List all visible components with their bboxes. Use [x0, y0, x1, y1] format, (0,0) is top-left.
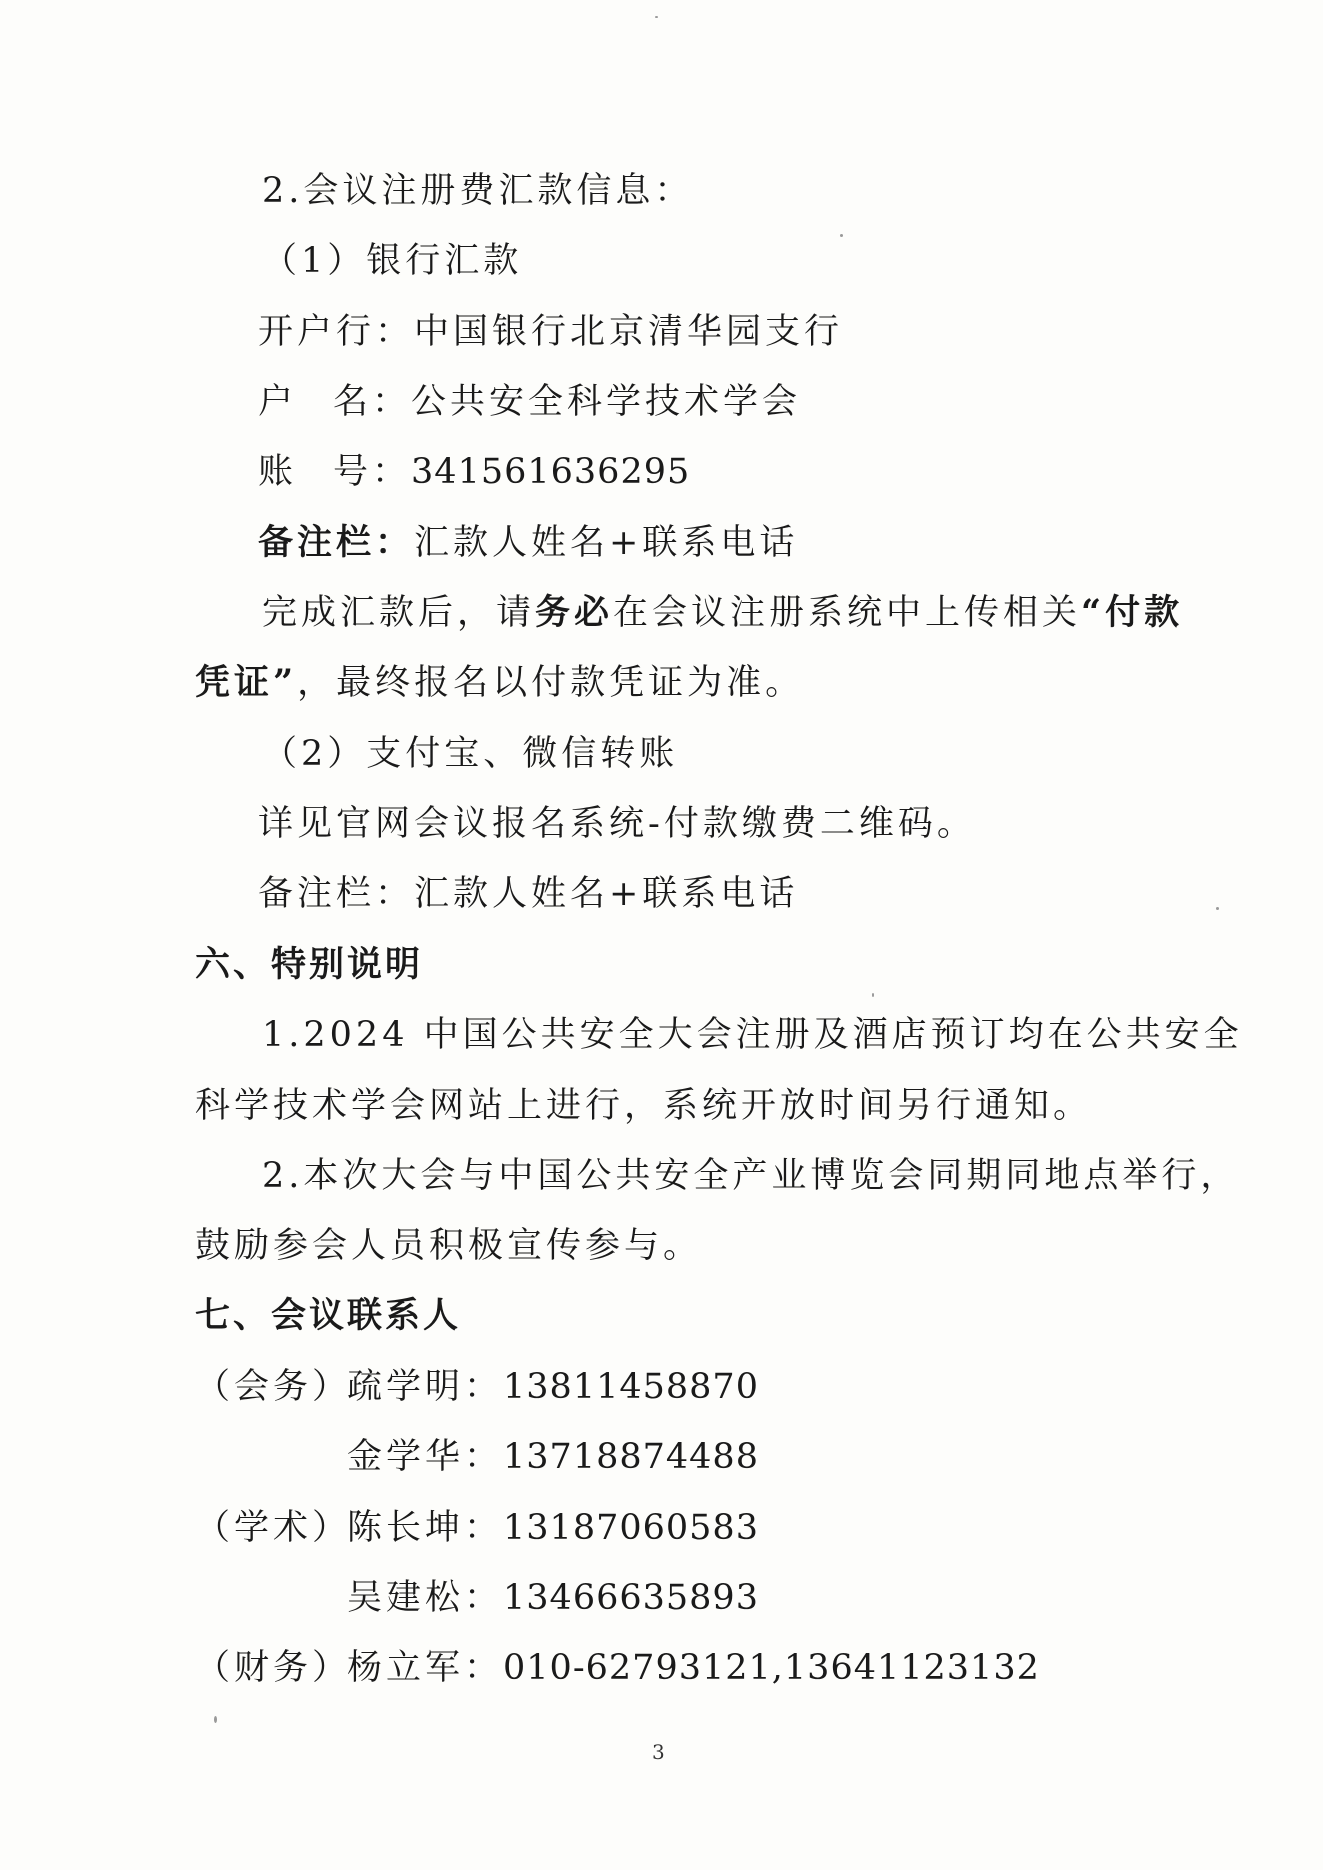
payment-heading: 2.会议注册费汇款信息：	[262, 171, 694, 211]
scan-speck	[840, 234, 843, 237]
account-name-row	[258, 379, 801, 425]
bank-row	[258, 309, 843, 355]
account-name-label-2: 名：	[333, 382, 412, 422]
bank-transfer-title: （1）银行汇款	[262, 241, 523, 281]
contact-phone: 13187060583	[503, 1508, 759, 1548]
contact-phone: 13811458870	[503, 1367, 759, 1407]
notice-emphasis-2: “付款	[1081, 592, 1184, 633]
notice-emphasis-3: 凭证”	[195, 662, 298, 703]
contact-name: 疏学明：	[347, 1367, 504, 1407]
remark-row	[258, 520, 798, 566]
account-no-row	[258, 449, 690, 495]
section6-p1-line2: 科学技术学会网站上进行，系统开放时间另行通知。	[195, 1086, 1093, 1126]
contact-phone: 010-62793121,13641123132	[503, 1648, 1040, 1688]
contact-row	[195, 1575, 759, 1621]
notice-text-1: 完成汇款后，请	[262, 593, 536, 633]
alipay-remark: 备注栏：汇款人姓名+联系电话	[258, 874, 799, 914]
remark-value: 汇款人姓名+联系电话	[414, 523, 799, 563]
account-name-value: 公共安全科学技术学会	[411, 382, 802, 422]
section6-p2-line2: 鼓励参会人员积极宣传参与。	[195, 1226, 703, 1266]
contact-group: （财务）	[195, 1648, 352, 1688]
remark-label: 备注栏：	[258, 522, 415, 563]
contact-row	[195, 1505, 759, 1551]
scan-speck	[872, 993, 874, 997]
section7-title: 七、会议联系人	[195, 1296, 462, 1336]
scan-speck	[655, 16, 658, 18]
account-name-label-1: 户	[258, 382, 298, 422]
contact-phone: 13718874488	[503, 1437, 759, 1477]
contact-name: 金学华：	[347, 1437, 504, 1477]
page-number: 3	[652, 1740, 665, 1764]
alipay-detail: 详见官网会议报名系统-付款缴费二维码。	[258, 804, 976, 844]
notice-text-3: ，最终报名以付款凭证为准。	[297, 663, 805, 703]
scan-speck	[1216, 907, 1219, 910]
contact-name: 陈长坤：	[347, 1508, 504, 1548]
notice-text-2: 在会议注册系统中上传相关	[613, 593, 1082, 633]
account-no-value: 341561636295	[411, 452, 691, 492]
contact-row	[195, 1434, 759, 1480]
contact-group: （会务）	[195, 1367, 352, 1407]
alipay-title: （2）支付宝、微信转账	[262, 734, 679, 774]
notice-emphasis-1: 务必	[535, 592, 614, 633]
account-no-label-1: 账	[258, 452, 298, 492]
contact-row	[195, 1364, 759, 1410]
scan-speck	[214, 1716, 217, 1723]
notice-line-1	[262, 590, 1183, 636]
section6-title: 六、特别说明	[195, 945, 424, 985]
section6-p2-line1: 2.本次大会与中国公共安全产业博览会同期同地点举行，	[262, 1156, 1240, 1196]
contact-name: 杨立军：	[347, 1648, 504, 1688]
section6-p1-line1: 1.2024 中国公共安全大会注册及酒店预订均在公共安全	[262, 1015, 1243, 1055]
contact-row	[195, 1645, 1040, 1691]
contact-name: 吴建松：	[347, 1578, 504, 1618]
notice-line-2	[195, 660, 804, 706]
contact-phone: 13466635893	[503, 1578, 759, 1618]
account-no-label-2: 号：	[333, 452, 412, 492]
contact-group: （学术）	[195, 1508, 352, 1548]
bank-value: 中国银行北京清华园支行	[414, 312, 844, 352]
bank-label: 开户行：	[258, 312, 415, 352]
